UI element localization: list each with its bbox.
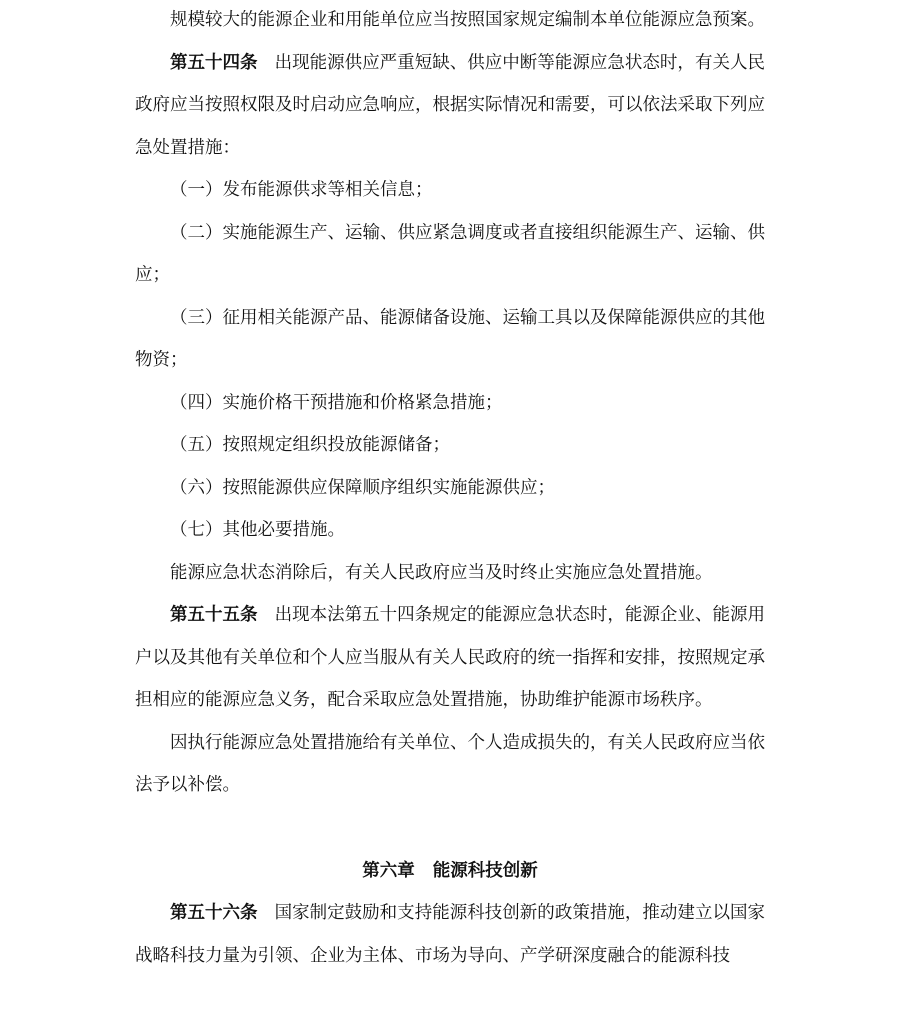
article-56-label: 第五十六条 bbox=[170, 903, 258, 923]
chapter-number: 第六章 bbox=[362, 860, 415, 881]
article-55-label: 第五十五条 bbox=[170, 605, 258, 625]
paragraph-emergency-plan: 规模较大的能源企业和用能单位应当按照国家规定编制本单位能源应急预案。 bbox=[170, 10, 765, 30]
article-54-paragraph bbox=[135, 42, 765, 170]
article-54-closing: 能源应急状态消除后，有关人民政府应当及时终止实施应急处置措施。 bbox=[170, 562, 713, 583]
article-54-item-4: （四）实施价格干预措施和价格紧急措施； bbox=[170, 392, 503, 413]
article-54-text: 出现能源供应严重短缺、供应中断等能源应急状态时，有关人民政府应当按照权限及时启动应急响应，根据实际情况和需要，可以依法采取下列应急处置措施： bbox=[135, 52, 765, 158]
chapter-title: 能源科技创新 bbox=[432, 860, 538, 881]
article-55-paragraph bbox=[135, 594, 765, 722]
article-56-text: 国家制定鼓励和支持能源科技创新的政策措施，推动建立以国家战略科技力量为引领、企业为主体、市场为导向、产学研深度融合的能源科技 bbox=[135, 903, 765, 966]
article-54-item-6: （六）按照能源供应保障顺序组织实施能源供应； bbox=[170, 477, 555, 498]
article-54-label: 第五十四条 bbox=[170, 52, 258, 73]
article-54-item-2: （二）实施能源生产、运输、供应紧急调度或者直接组织能源生产、运输、供应； bbox=[135, 222, 765, 285]
article-54-item-7: （七）其他必要措施。 bbox=[170, 520, 345, 540]
article-54-item-1: （一）发布能源供求等相关信息； bbox=[170, 180, 433, 200]
article-54-item-3: （三）征用相关能源产品、能源储备设施、运输工具以及保障能源供应的其他物资； bbox=[135, 307, 765, 370]
article-55-paragraph-2: 因执行能源应急处置措施给有关单位、个人造成损失的，有关人民政府应当依法予以补偿。 bbox=[135, 732, 765, 795]
article-54-item-5: （五）按照规定组织投放能源储备； bbox=[170, 435, 450, 455]
article-55-text: 出现本法第五十四条规定的能源应急状态时，能源企业、能源用户以及其他有关单位和个人应当服从有关人民政府的统一指挥和安排，按照规定承担相应的能源应急义务，配合采取应急处置措施，协助维护能源市场秩序。 bbox=[135, 605, 765, 710]
article-56-paragraph bbox=[135, 892, 765, 977]
document-page bbox=[135, 0, 765, 977]
chapter-heading bbox=[135, 850, 765, 893]
